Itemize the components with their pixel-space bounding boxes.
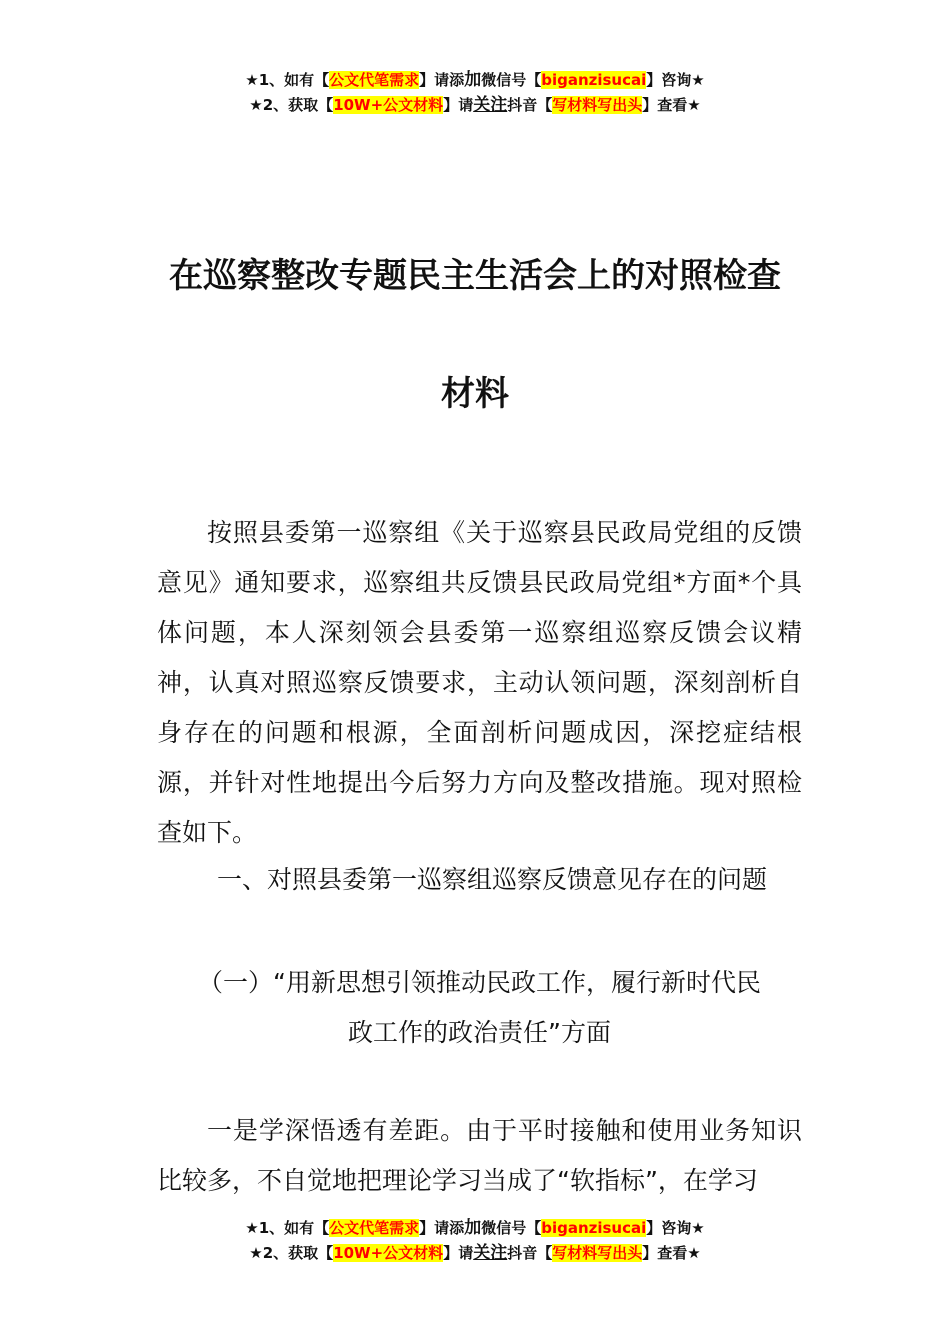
banner-text: 关注	[473, 95, 508, 115]
banner-highlight: 公文代笔需求	[329, 1219, 420, 1237]
banner-text: 】咨询★	[646, 1219, 705, 1237]
body-paragraph: 一是学深悟透有差距。由于平时接触和使用业务知识比较多，不自觉地把理论学习当成了“软指标”，在学习	[157, 1116, 802, 1195]
banner-line-1	[0, 68, 950, 93]
banner-text: ★1、如有【	[245, 1219, 330, 1237]
banner-text: ★2、获取【	[249, 96, 334, 114]
banner-highlight: 10W+公文材料	[333, 1244, 444, 1262]
banner-highlight: 公文代笔需求	[329, 71, 420, 89]
intro-paragraph: 按照县委第一巡察组《关于巡察县民政局党组的反馈意见》通知要求，巡察组共反馈县民政局党组*方面*个具体问题，本人深刻领会县委第一巡察组巡察反馈会议精神，认真对照巡察反馈要求，主动认领问题，深刻剖析自身存在的问题和根源，全面剖析问题成因，深挖症结根源，并针对性地提出今后努力方向及整改措施。现对照检查如下。	[157, 518, 802, 847]
document-title-line-2: 材料	[441, 374, 509, 414]
section-heading-1: 一、对照县委第一巡察组巡察反馈意见存在的问题	[217, 865, 768, 894]
banner-text: 加	[464, 70, 482, 90]
header-banner	[0, 68, 950, 118]
banner-text: 】咨询★	[646, 71, 705, 89]
banner-highlight: 10W+公文材料	[333, 96, 444, 114]
banner-highlight: 写材料写出头	[552, 1244, 643, 1262]
banner-text: 加	[464, 1218, 482, 1238]
banner-line-2	[0, 93, 950, 118]
document-title-line-1: 在巡察整改专题民主生活会上的对照检查	[169, 256, 781, 296]
banner-text: 】请	[443, 1244, 474, 1262]
banner-text: 微信号【	[481, 1219, 542, 1237]
banner-text: 关注	[473, 1243, 508, 1263]
banner-highlight: biganzisucai	[541, 71, 647, 89]
banner-highlight: 写材料写出头	[552, 96, 643, 114]
banner-text: 】请添	[419, 71, 465, 89]
subsection-heading-line-2: 政工作的政治责任”方面	[348, 1018, 611, 1047]
banner-line-1	[0, 1216, 950, 1241]
banner-text: 】请	[443, 96, 474, 114]
banner-text: 】查看★	[642, 96, 701, 114]
subsection-heading-1	[157, 958, 802, 1058]
banner-text: 】请添	[419, 1219, 465, 1237]
footer-banner	[0, 1216, 950, 1266]
banner-highlight: biganzisucai	[541, 1219, 647, 1237]
banner-text: 微信号【	[481, 71, 542, 89]
banner-text: ★2、获取【	[249, 1244, 334, 1262]
banner-text: 抖音【	[507, 1244, 553, 1262]
banner-line-2	[0, 1241, 950, 1266]
banner-text: 】查看★	[642, 1244, 701, 1262]
banner-text: ★1、如有【	[245, 71, 330, 89]
subsection-heading-line-1: （一）“用新思想引领推动民政工作，履行新时代民	[198, 968, 761, 997]
banner-text: 抖音【	[507, 96, 553, 114]
